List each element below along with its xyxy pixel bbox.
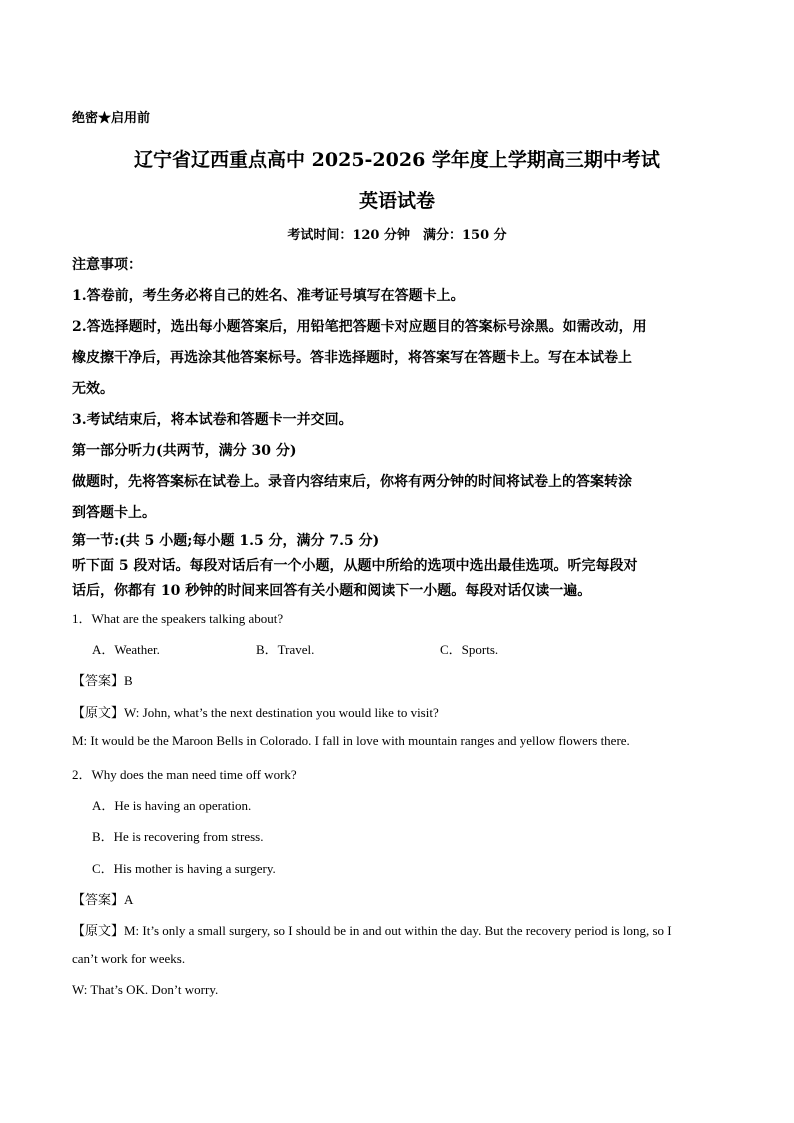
section1-heading: 第一节:(共 5 小题;每小题 1.5 分，满分 7.5 分) bbox=[72, 533, 380, 549]
transcript-line: 【原文】M: It’s only a small surgery, so I should be in and out within the day. But the recovery period is long, so I bbox=[72, 923, 672, 938]
transcript-line: can’t work for weeks. bbox=[72, 951, 186, 966]
notes-heading: 注意事项： bbox=[72, 257, 142, 273]
option-a: A．Weather. bbox=[92, 642, 160, 657]
section1-intro-line: 话后，你都有 10 秒钟的时间来回答有关小题和阅读下一小题。每段对话仅读一遍。 bbox=[72, 583, 592, 599]
confidential-mark: 绝密★启用前 bbox=[72, 111, 151, 126]
question-stem: 2．Why does the man need time off work? bbox=[72, 767, 297, 782]
exam-info: 考试时间：120 分钟 满分：150 分 bbox=[287, 228, 507, 243]
part1-intro-line: 做题时，先将答案标在试卷上。录音内容结束后，你将有两分钟的时间将试卷上的答案转涂 bbox=[72, 474, 632, 490]
notes-item: 无效。 bbox=[72, 381, 114, 397]
exam-title: 辽宁省辽西重点高中 2025-2026 学年度上学期高三期中考试 bbox=[134, 149, 660, 171]
section1-intro-line: 听下面 5 段对话。每段对话后有一个小题，从题中所给的选项中选出最佳选项。听完每段对 bbox=[72, 558, 638, 574]
question-stem: 1．What are the speakers talking about? bbox=[72, 611, 284, 626]
option-b: B．Travel. bbox=[256, 642, 315, 657]
answer-label: 【答案】A bbox=[72, 892, 134, 907]
option-a: A．He is having an operation. bbox=[92, 798, 252, 813]
transcript-line: W: That’s OK. Don’t worry. bbox=[72, 982, 219, 997]
transcript-line: 【原文】W: John, what’s the next destination you would like to visit? bbox=[72, 705, 439, 720]
notes-item: 2.答选择题时，选出每小题答案后，用铅笔把答题卡对应题目的答案标号涂黑。如需改动，用 bbox=[72, 319, 647, 335]
answer-label: 【答案】B bbox=[72, 673, 133, 688]
notes-item: 3.考试结束后，将本试卷和答题卡一并交回。 bbox=[72, 412, 353, 428]
notes-item: 橡皮擦干净后，再选涂其他答案标号。答非选择题时，将答案写在答题卡上。写在本试卷上 bbox=[72, 350, 632, 366]
part1-intro-line: 到答题卡上。 bbox=[72, 505, 156, 521]
part1-heading: 第一部分听力(共两节，满分 30 分) bbox=[72, 443, 297, 459]
transcript-line: M: It would be the Maroon Bells in Colorado. I fall in love with mountain ranges and yellow flowers there. bbox=[72, 733, 630, 748]
subject-title: 英语试卷 bbox=[358, 190, 435, 212]
option-b: B．He is recovering from stress. bbox=[92, 829, 264, 844]
notes-item: 1.答卷前，考生务必将自己的姓名、准考证号填写在答题卡上。 bbox=[72, 288, 465, 304]
option-c: C．His mother is having a surgery. bbox=[92, 861, 276, 876]
option-c: C．Sports. bbox=[440, 642, 499, 657]
